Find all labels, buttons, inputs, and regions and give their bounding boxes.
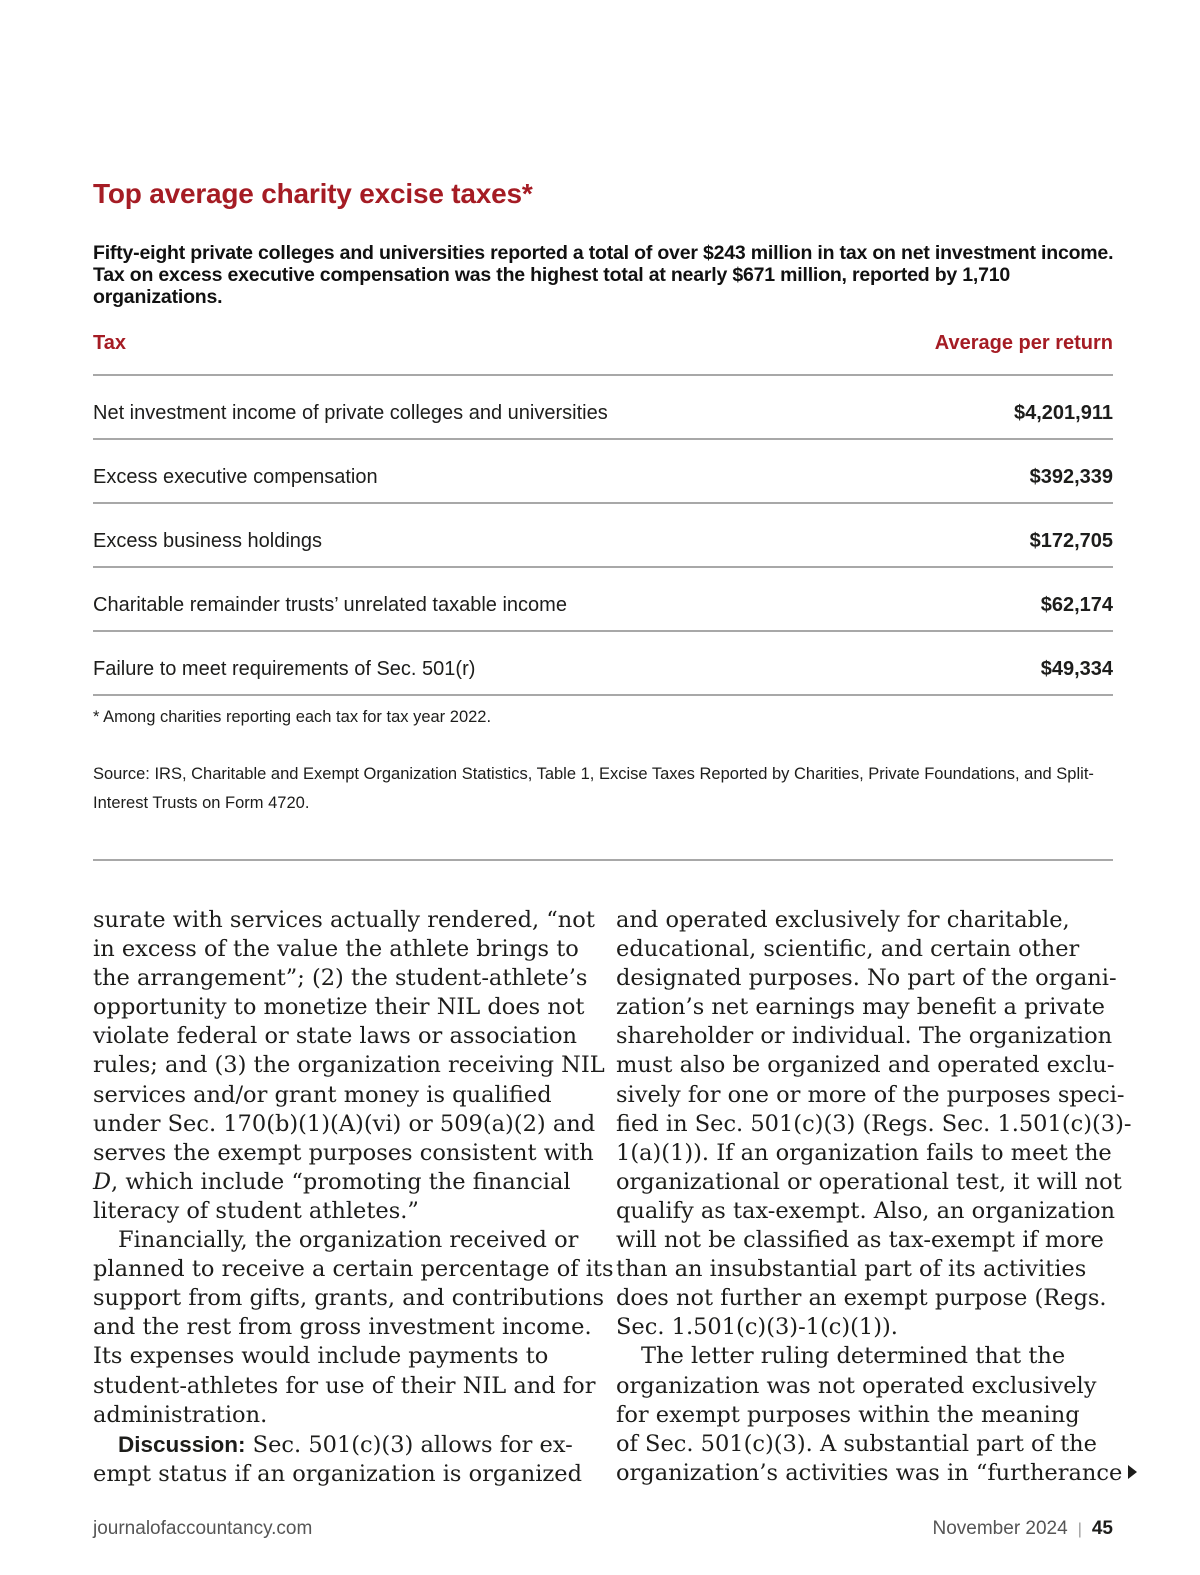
table-footnote: * Among charities reporting each tax for tax year 2022.: [93, 708, 492, 726]
article-line: will not be classified as tax-exempt if more: [616, 1227, 1104, 1254]
article-line: Financially, the organization received or: [118, 1227, 579, 1254]
table-row: [93, 382, 1113, 444]
case-name-italic: D: [93, 1168, 112, 1195]
article-line: rules; and (3) the organization receiving NIL: [93, 1052, 605, 1079]
page-number: 45: [1091, 1518, 1113, 1539]
article-line: organizational or operational test, it will not: [616, 1168, 1122, 1195]
article-line: [93, 1168, 593, 1197]
article-line: designated purposes. No part of the organi-: [616, 965, 1117, 992]
article-line: administration.: [93, 1401, 268, 1428]
article-line: The letter ruling determined that the: [641, 1343, 1066, 1370]
row-tax-label: Excess executive compensation: [93, 466, 378, 488]
article-line: empt status if an organization is organized: [93, 1460, 582, 1487]
article-line: surate with services actually rendered, “not: [93, 907, 595, 933]
article-line: [616, 1459, 1123, 1488]
article-line: the arrangement”; (2) the student-athlete’s: [93, 965, 588, 992]
row-average-value: $4,201,911: [1014, 402, 1113, 424]
article-line: opportunity to monetize their NIL does not: [93, 994, 585, 1021]
article-line: qualify as tax-exempt. Also, an organization: [616, 1197, 1116, 1224]
table-row: [93, 574, 1113, 636]
article-line: sively for one or more of the purposes speci-: [616, 1081, 1125, 1108]
article-column-left: [93, 906, 614, 1489]
row-average-value: $62,174: [1040, 594, 1113, 616]
article-line: 1(a)(1)). If an organization fails to meet the: [616, 1139, 1112, 1166]
article-line: services and/or grant money is qualified: [93, 1081, 552, 1108]
row-average-value: $392,339: [1029, 466, 1113, 488]
article-line: zation’s net earnings may benefit a private: [616, 994, 1105, 1021]
article-line: literacy of student athletes.”: [93, 1197, 419, 1224]
article-line: for exempt purposes within the meaning: [616, 1401, 1080, 1428]
article-line: student-athletes for use of their NIL and for: [93, 1372, 596, 1399]
box-intro: Fifty-eight private colleges and universities reported a total of over $243 million in tax on net investment income. Tax on excess executive compensation was the highest total at nearly $671 million, reported by 1,710 organizations.: [93, 242, 1114, 308]
box-title: Top average charity excise taxes*: [93, 178, 533, 209]
continue-arrow-icon: [1128, 1465, 1137, 1479]
footer-folio: [933, 1518, 1114, 1540]
footer-site: journalofaccountancy.com: [93, 1518, 313, 1539]
article-line: violate federal or state laws or association: [93, 1023, 577, 1050]
row-tax-label: Charitable remainder trusts’ unrelated taxable income: [93, 594, 567, 616]
table-rule: [93, 438, 1113, 440]
discussion-lead: Discussion:: [118, 1431, 246, 1457]
box-bottom-rule: [93, 859, 1113, 861]
article-line: shareholder or individual. The organization: [616, 1023, 1113, 1050]
table-rule: [93, 566, 1113, 568]
row-tax-label: Failure to meet requirements of Sec. 501(r): [93, 658, 476, 680]
footer-issue: November 2024: [932, 1518, 1068, 1539]
article-line: organization was not operated exclusively: [616, 1372, 1097, 1399]
article-line: Its expenses would include payments to: [93, 1343, 549, 1370]
row-tax-label: Net investment income of private colleges and universities: [93, 402, 608, 424]
table-row: [93, 638, 1113, 700]
article-column-right: [616, 906, 1132, 1488]
article-line: of Sec. 501(c)(3). A substantial part of the: [616, 1430, 1097, 1457]
column-header-average: Average per return: [934, 332, 1113, 354]
row-tax-label: Excess business holdings: [93, 530, 323, 552]
row-average-value: $49,334: [1040, 658, 1113, 680]
article-line: in excess of the value the athlete brings to: [93, 936, 579, 963]
article-line: educational, scientific, and certain other: [616, 936, 1080, 963]
article-line-text: organization’s activities was in “furtherance: [616, 1459, 1123, 1486]
article-line: support from gifts, grants, and contributions: [93, 1285, 605, 1312]
table-source: Source: IRS, Charitable and Exempt Organization Statistics, Table 1, Excise Taxes Reported by Charities, Private Foundations, and Split-Interest Trusts on Form 4720.: [93, 765, 1094, 812]
article-line: planned to receive a certain percentage of its: [93, 1256, 614, 1283]
article-line: and operated exclusively for charitable,: [616, 907, 1070, 933]
row-average-value: $172,705: [1029, 530, 1113, 552]
article-line: under Sec. 170(b)(1)(A)(vi) or 509(a)(2) and: [93, 1110, 596, 1137]
article-line: [93, 1430, 593, 1460]
table-rule: [93, 694, 1113, 696]
article-line-rest: Sec. 501(c)(3) allows for ex-: [245, 1431, 573, 1458]
article-line-rest: , which include “promoting the financial: [111, 1168, 571, 1195]
article-line: Sec. 1.501(c)(3)-1(c)(1)).: [616, 1314, 898, 1341]
article-line: and the rest from gross investment income.: [93, 1314, 592, 1341]
article-line: serves the exempt purposes consistent with: [93, 1139, 594, 1166]
column-header-tax: Tax: [93, 332, 126, 354]
table-rule: [93, 502, 1113, 504]
article-line: does not further an exempt purpose (Regs.: [616, 1285, 1107, 1312]
article-line: than an insubstantial part of its activities: [616, 1256, 1087, 1283]
table-rule: [93, 630, 1113, 632]
table-row: [93, 446, 1113, 508]
article-line: must also be organized and operated exclu-: [616, 1052, 1115, 1079]
article-line: fied in Sec. 501(c)(3) (Regs. Sec. 1.501(c)(3)-: [616, 1110, 1132, 1137]
table-row: [93, 510, 1113, 572]
table-rule: [93, 374, 1113, 376]
footer-separator: |: [1077, 1521, 1082, 1538]
